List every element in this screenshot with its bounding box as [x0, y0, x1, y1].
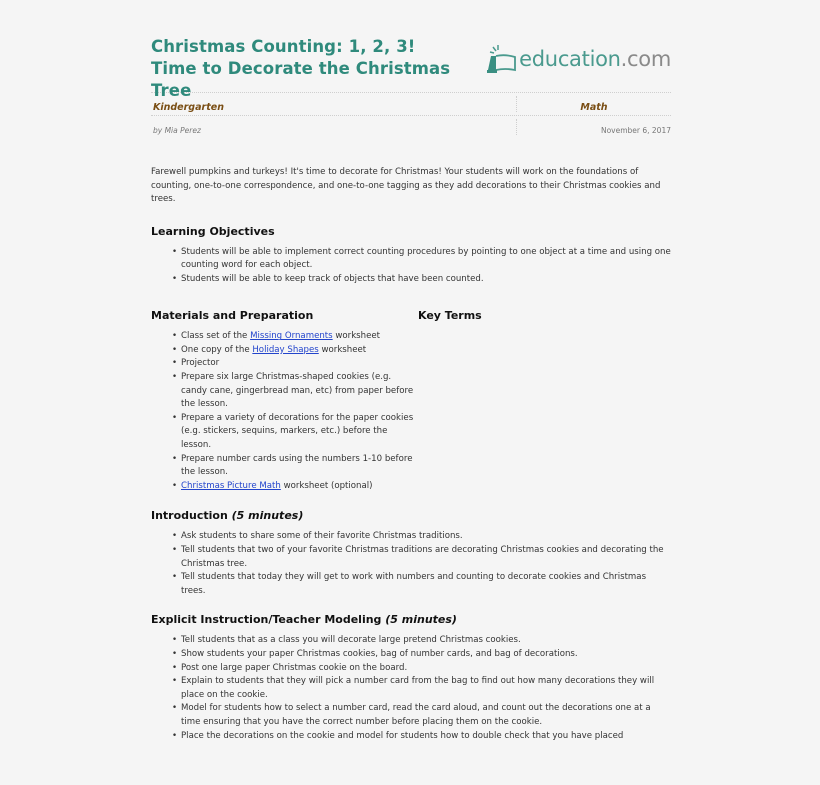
christmas-picture-math-link[interactable]: Christmas Picture Math — [181, 480, 281, 491]
section-materials — [151, 309, 418, 493]
explicit-instruction-list — [151, 634, 671, 743]
book-bell-icon — [485, 44, 519, 74]
list-item: • Christmas Picture Math worksheet (optional) — [181, 480, 418, 494]
list-item: • Post one large paper Christmas cookie on the board. — [181, 662, 671, 676]
duration-label: (5 minutes) — [385, 613, 457, 627]
document-header — [151, 36, 671, 100]
list-item: • Prepare number cards using the numbers 1-10 before the lesson. — [181, 453, 418, 480]
list-item: • Ask students to share some of their favorite Christmas traditions. — [181, 530, 671, 544]
materials-list — [151, 330, 418, 493]
section-heading: Materials and Preparation — [151, 309, 314, 323]
list-item: • Tell students that as a class you will decorate large pretend Christmas cookies. — [181, 634, 671, 648]
page-title: Christmas Counting: 1, 2, 3! Time to Decorate the Christmas Tree — [151, 37, 451, 100]
list-item: • Tell students that today they will get to work with numbers and counting to decorate cookies and Christmas trees. — [181, 571, 671, 598]
objectives-list — [151, 246, 671, 287]
list-item: • Show students your paper Christmas cookies, bag of number cards, and bag of decorations. — [181, 648, 671, 662]
list-item: • Place the decorations on the cookie and model for students how to double check that you have placed — [181, 730, 671, 744]
missing-ornaments-link[interactable]: Missing Ornaments — [250, 331, 333, 342]
list-item: • Class set of the Missing Ornaments worksheet — [181, 330, 418, 344]
holiday-shapes-link[interactable]: Holiday Shapes — [252, 344, 319, 355]
duration-label: (5 minutes) — [231, 509, 304, 523]
list-item: • Prepare six large Christmas-shaped cookies (e.g. candy cane, gingerbread man, etc) from paper before the lesson. — [181, 371, 418, 412]
intro-paragraph: Farewell pumpkins and turkeys! It's time to decorate for Christmas! Your students will work on the foundations of counting, one-to-one correspondence, and one-to-one tagging as they add decorations to their Christmas cookies and trees. — [151, 167, 661, 204]
introduction-list — [151, 530, 671, 598]
list-item: • Students will be able to implement correct counting procedures by pointing to one object at a time and using one counting word for each object. — [181, 246, 671, 273]
materials-keyterms-row — [151, 309, 671, 493]
subject-label: Math — [580, 101, 608, 113]
section-heading: Key Terms — [418, 309, 482, 323]
date-label: November 6, 2017 — [600, 125, 671, 135]
author-label: by Mia Perez — [153, 125, 201, 135]
section-heading: Introduction (5 minutes) — [151, 509, 304, 523]
list-item: • Projector — [181, 357, 418, 371]
meta-row-author-date — [151, 116, 671, 138]
grade-label: Kindergarten — [153, 101, 224, 113]
list-item: • Prepare a variety of decorations for the paper cookies (e.g. stickers, sequins, markers, etc.) before the lesson. — [181, 412, 418, 453]
section-key-terms — [418, 309, 671, 493]
section-heading: Explicit Instruction/Teacher Modeling (5 minutes) — [151, 613, 457, 627]
education-com-logo[interactable] — [485, 44, 671, 74]
section-heading: Learning Objectives — [151, 224, 275, 238]
list-item: • Tell students that two of your favorite Christmas traditions are decorating Christmas cookies and decorating the Christmas tree. — [181, 544, 671, 571]
lesson-plan-page — [151, 36, 671, 743]
meta-row-grade-subject — [151, 93, 671, 115]
list-item: • Explain to students that they will pick a number card from the bag to find out how many decorations they will place on the cookie. — [181, 675, 671, 702]
section-introduction — [151, 509, 671, 598]
logo-wordmark: education.com — [519, 47, 671, 71]
section-explicit-instruction — [151, 613, 671, 743]
list-item: • Students will be able to keep track of objects that have been counted. — [181, 273, 671, 287]
list-item: • One copy of the Holiday Shapes worksheet — [181, 344, 418, 358]
list-item: • Model for students how to select a number card, read the card aloud, and count out the decorations one at a time ensuring that you have the correct number before placing them on the cookie. — [181, 702, 671, 729]
section-learning-objectives — [151, 225, 671, 287]
